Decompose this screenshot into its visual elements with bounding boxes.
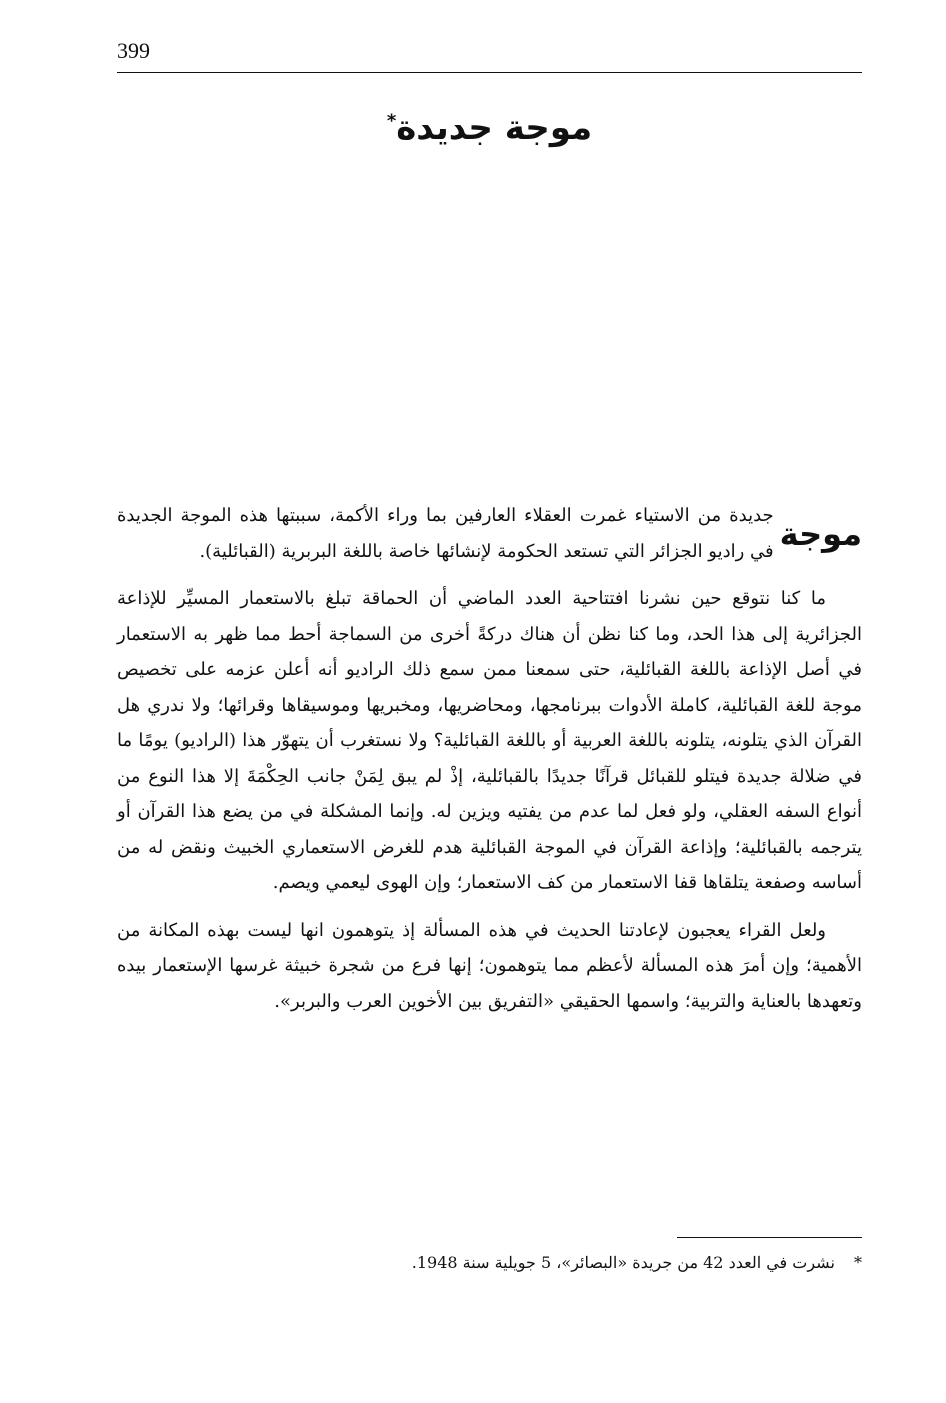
article-body — [117, 498, 862, 1031]
title-footnote-marker: * — [386, 110, 397, 132]
paragraph-3: ولعل القراء يعجبون لإعادتنا الحديث في هذه المسألة إذ يتوهمون انها ليست بهذه المكانة من الأهمية؛ وإن أمرَ هذه المسألة لأعظم مما يتوهمون؛ إنها فرع من شجرة خبيثة غرسها الإستعمار بيده وتعهدها بالعناية والتربية؛ واسمها الحقيقي «التفريق بين الأخوين العرب والبربر». — [117, 919, 862, 1012]
page-header — [117, 38, 862, 73]
footnote-marker: * — [854, 1253, 862, 1272]
footnote-divider — [677, 1237, 862, 1238]
paragraph-1 — [117, 498, 862, 569]
page-number: 399 — [117, 38, 150, 63]
paragraph-2: ما كنا نتوقع حين نشرنا افتتاحية العدد الماضي أن الحماقة تبلغ بالاستعمار المسيِّر للإذاعة الجزائرية إلى هذا الحد، وما كنا نظن أن هناك دركةً أخرى من السماجة أحط مما ظهر به الاستعمار في أصل الإذاعة باللغة القبائلية، حتى سمعنا ممن سمع ذلك الراديو أنه أعلن عزمه على تخصيص موجة للغة القبائلية، كاملة الأدوات ببرنامجها، ومحاضريها، ومخبريها وموسيقاها وقرائها؛ ولا ندري هل القرآن الذي يتلونه، يتلونه باللغة العربية أو باللغة القبائلية؟ ولا نستغرب أن يتهوّر هذا (الراديو) يومًا ما في ضلالة جديدة فيتلو للقبائل قرآنًا جديدًا بالقبائلية، إذْ لم يبق لِمَنْ جانب الحِكْمَةَ إلا هذا النوع من أنواع السفه العقلي، ولو فعل لما عدم من يفتيه ويزين له. وإنما المشكلة في من يضع هذا القرآن أو يترجمه بالقبائلية؛ وإذاعة القرآن في الموجة القبائلية هدم للغرض الاستعماري الخبيث ونقض له من أساسه وصفعة يتلقاها قفا الاستعمار من كف الاستعمار؛ وإن الهوى ليعمي ويصم. — [117, 588, 862, 893]
footnote — [117, 1253, 862, 1272]
paragraph-1-text: جديدة من الاستياء غمرت العقلاء العارفين بما وراء الأكمة، سببتها هذه الموجة الجديدة في راديو الجزائر التي تستعد الحكومة لإنشائها خاصة باللغة البربرية (القبائلية). — [117, 505, 774, 562]
footnote-text: نشرت في العدد 42 من جريدة «البصائر»، 5 جويلية سنة 1948. — [411, 1253, 835, 1272]
lead-word: موجة — [779, 515, 862, 553]
article-title — [117, 108, 862, 148]
title-text: موجة جديدة — [396, 108, 593, 148]
